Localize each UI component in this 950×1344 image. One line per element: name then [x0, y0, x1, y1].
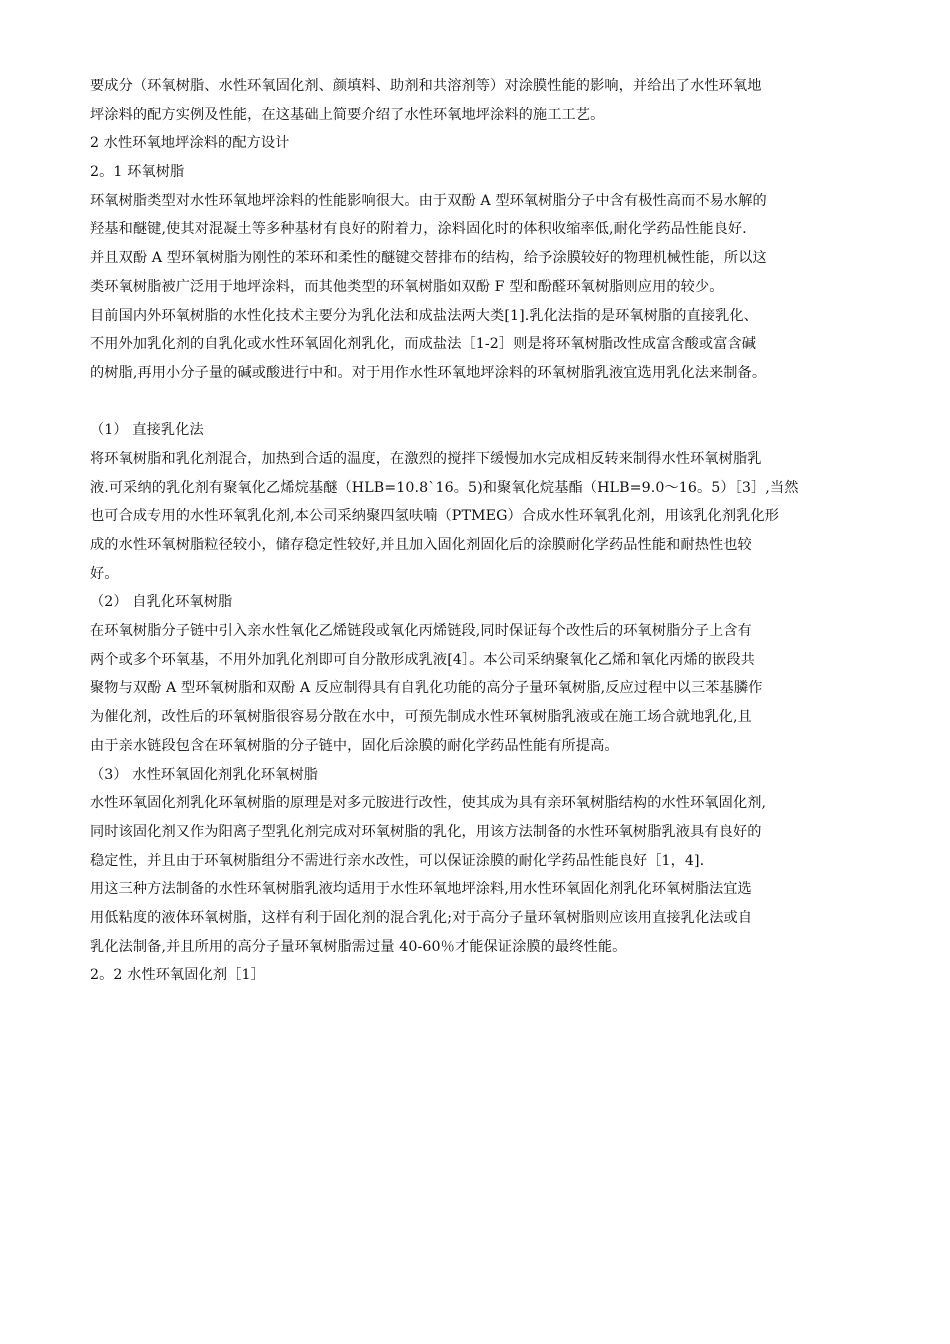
text-line: 也可合成专用的水性环氧乳化剂,本公司采纳聚四氢呋喃（PTMEG）合成水性环氧乳化剂，用该乳化剂乳化形 — [90, 508, 779, 525]
text-line: 类环氧树脂被广泛用于地坪涂料，而其他类型的环氧树脂如双酚 F 型和酚醛环氧树脂则应用的较少。 — [90, 278, 724, 295]
text-line: 乳化法制备,并且所用的高分子量环氧树脂需过量 40-60％才能保证涂膜的最终性能。 — [90, 938, 627, 955]
blank-line — [90, 388, 890, 417]
text-line: 将环氧树脂和乳化剂混合，加热到合适的温度，在激烈的搅拌下缓慢加水完成相反转来制得水性环氧树脂乳 — [90, 450, 762, 467]
subsection-heading: 2。2 水性环氧固化剂［1］ — [90, 967, 265, 984]
item-heading: （3） 水性环氧固化剂乳化环氧树脂 — [90, 766, 319, 783]
text-line: 同时该固化剂又作为阳离子型乳化剂完成对环氧树脂的乳化，用该方法制备的水性环氧树脂乳液具有良好的 — [90, 823, 762, 840]
text-line: 两个或多个环氧基，不用外加乳化剂即可自分散形成乳液[4］。本公司采纳聚氧化乙烯和氧化丙烯的嵌段共 — [90, 651, 755, 668]
text-line: 要成分（环氧树脂、水性环氧固化剂、颜填料、助剂和共溶剂等）对涂膜性能的影响，并给出了水性环氧地 — [90, 78, 762, 94]
text-line: 液.可采纳的乳化剂有聚氧化乙烯烷基醚（HLB=10.8`16。5)和聚氧化烷基酯（HLB=9.0～16。5）［3］,当然 — [90, 479, 799, 496]
text-line: 在环氧树脂分子链中引入亲水性氧化乙烯链段或氧化丙烯链段,同时保证每个改性后的环氧树脂分子上含有 — [90, 623, 752, 640]
text-line: 水性环氧固化剂乳化环氧树脂的原理是对多元胺进行改性，使其成为具有亲环氧树脂结构的水性环氧固化剂, — [90, 795, 767, 812]
text-line: 并且双酚 A 型环氧树脂为刚性的苯环和柔性的醚键交替排布的结构，给予涂膜较好的物理机械性能，所以这 — [90, 250, 767, 267]
item-heading: （1） 直接乳化法 — [90, 422, 204, 439]
text-line: 的树脂,再用小分子量的碱或酸进行中和。对于用作水性环氧地坪涂料的环氧树脂乳液宜选用乳化法来制备。 — [90, 364, 767, 381]
text-line: 用低粘度的液体环氧树脂，这样有利于固化剂的混合乳化;对于高分子量环氧树脂则应该用直接乳化法或自 — [90, 909, 753, 926]
text-line: 稳定性，并且由于环氧树脂组分不需进行亲水改性，可以保证涂膜的耐化学药品性能良好［1，4]. — [90, 852, 705, 869]
item-heading: （2） 自乳化环氧树脂 — [90, 594, 233, 611]
text-line: 用这三种方法制备的水性环氧树脂乳液均适用于水性环氧地坪涂料,用水性环氧固化剂乳化环氧树脂法宜选 — [90, 881, 752, 898]
text-line: 不用外加乳化剂的自乳化或水性环氧固化剂乳化，而成盐法［1-2］则是将环氧树脂改性成富含酸或富含碱 — [90, 336, 757, 353]
text-line: 羟基和醚键,使其对混凝土等多种基材有良好的附着力，涂料固化时的体积收缩率低,耐化学药品性能良好. — [90, 221, 747, 238]
section-heading: 2 水性环氧地坪涂料的配方设计 — [90, 135, 290, 152]
text-line: 由于亲水链段包含在环氧树脂的分子链中，固化后涂膜的耐化学药品性能有所提高。 — [90, 737, 619, 754]
document-page — [90, 72, 890, 990]
subsection-heading: 2。1 环氧树脂 — [90, 164, 185, 181]
text-line: 为催化剂，改性后的环氧树脂很容易分散在水中，可预先制成水性环氧树脂乳液或在施工场合就地乳化,且 — [90, 709, 752, 726]
text-line: 坪涂料的配方实例及性能，在这基础上简要介绍了水性环氧地坪涂料的施工工艺。 — [90, 106, 605, 123]
text-line: 目前国内外环氧树脂的水性化技术主要分为乳化法和成盐法两大类[1].乳化法指的是环氧树脂的直接乳化、 — [90, 307, 758, 324]
text-line: 成的水性环氧树脂粒径较小，储存稳定性较好,并且加入固化剂固化后的涂膜耐化学药品性能和耐热性也较 — [90, 537, 752, 553]
text-line: 聚物与双酚 A 型环氧树脂和双酚 A 反应制得具有自乳化功能的高分子量环氧树脂,反应过程中以三苯基膦作 — [90, 680, 763, 697]
text-line: 好。 — [90, 565, 119, 582]
text-line: 环氧树脂类型对水性环氧地坪涂料的性能影响很大。由于双酚 A 型环氧树脂分子中含有极性高而不易水解的 — [90, 192, 767, 209]
